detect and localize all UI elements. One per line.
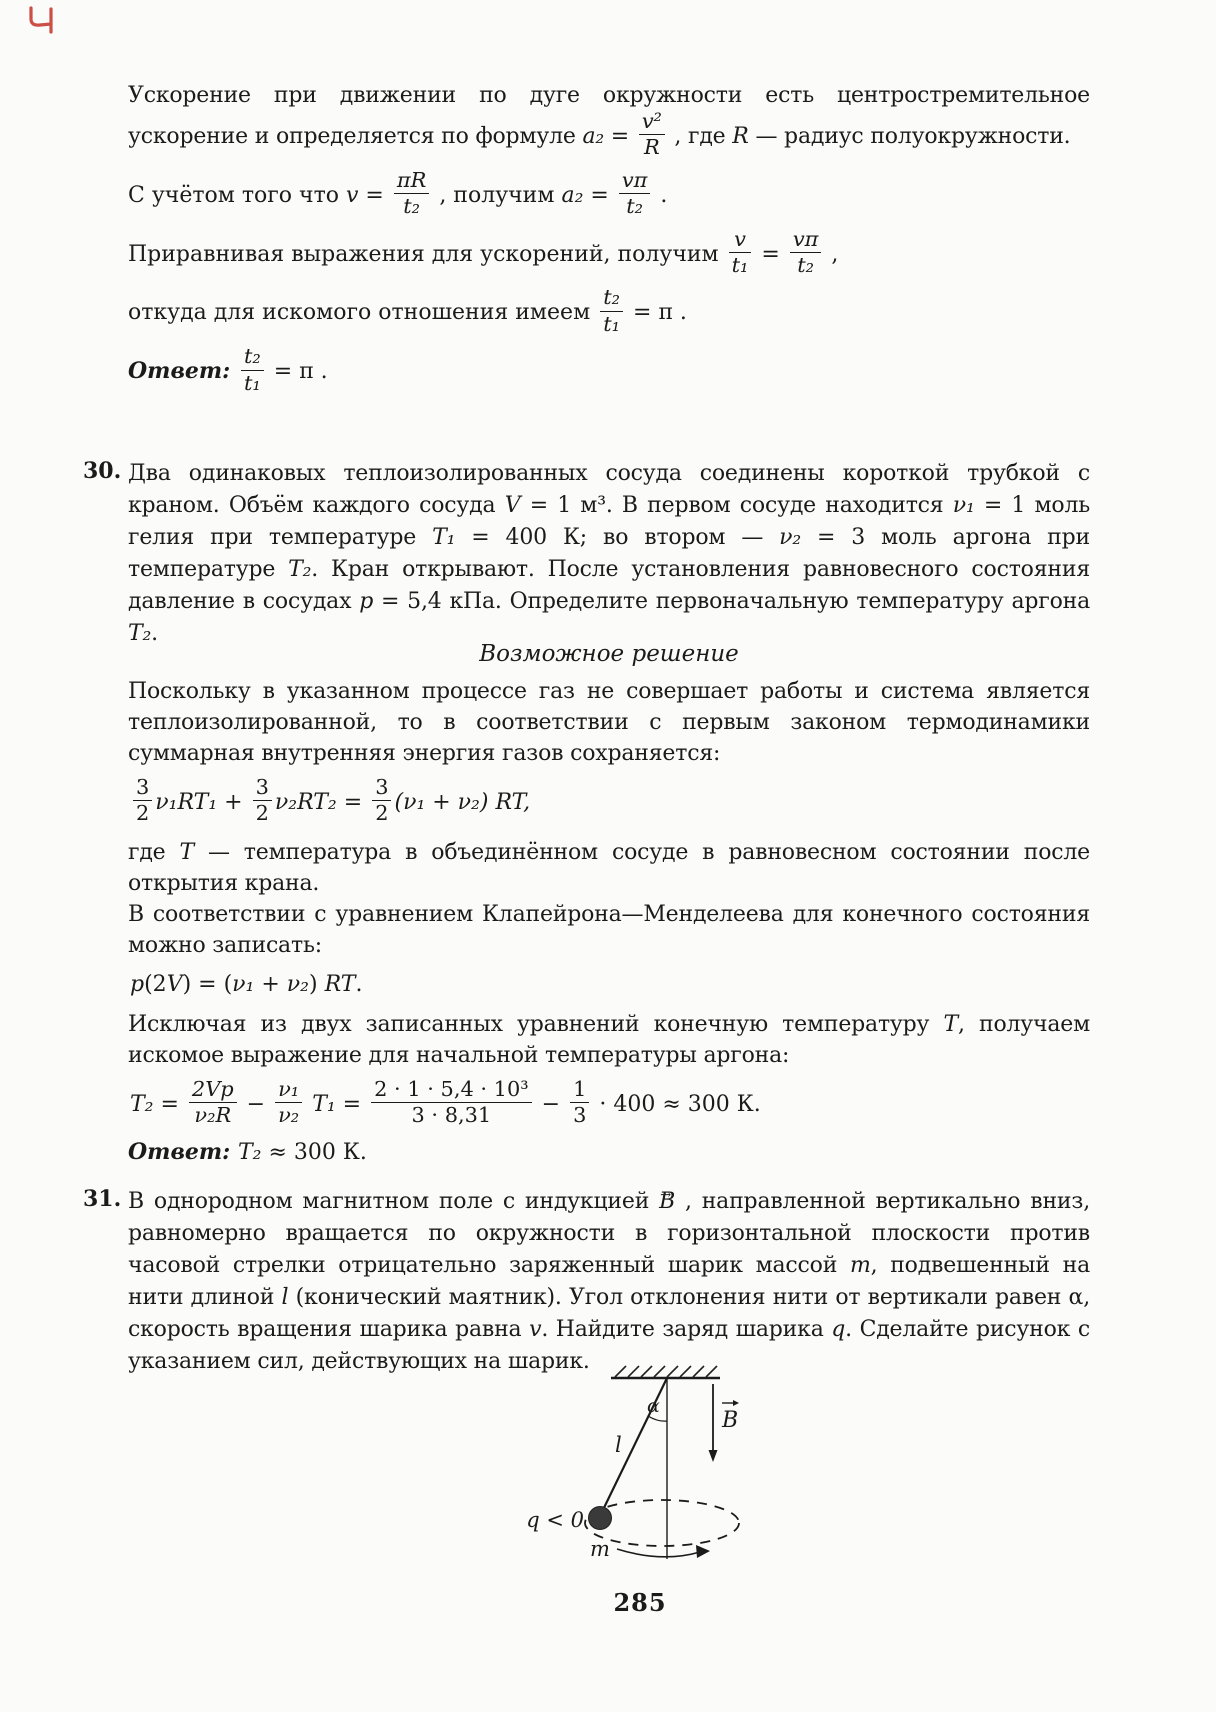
alpha-label: α bbox=[647, 1395, 660, 1417]
problem-30 bbox=[83, 458, 1090, 650]
page-number: 285 bbox=[613, 1588, 667, 1617]
b-label: B bbox=[722, 1408, 739, 1433]
problem-text: В однородном магнитном поле с индукцией B → , направленной вертикально вниз, равномерно вращается по окружности в горизонтальной плоскости против часовой стрелки отрицательно заряженный шарик массой m, подвешенный на нити длиной l (конический маятник). Угол отклонения нити от вертикали равен α, скорость вращения шарика равна v. Найдите заряд шарика q. Сделайте рисунок с указанием сил, действующих на шарик. bbox=[128, 1186, 1090, 1378]
problem-number: 30. bbox=[83, 458, 122, 484]
charged-ball bbox=[589, 1507, 612, 1530]
solution-paragraph: где T — температура в объединённом сосуде в равновесном состоянии после открытия крана. bbox=[128, 839, 1090, 896]
charge-label: q < 0 bbox=[526, 1508, 584, 1532]
ceiling-hatching bbox=[615, 1366, 717, 1377]
solution-line: С учётом того что v = $\frac{\pi R}{\text{t₂}}$ , получим a₂ = $\frac{v\pi}{\text{t₂}}$ . bbox=[128, 167, 668, 219]
solution-30-block bbox=[128, 676, 1090, 1165]
conical-pendulum-figure bbox=[488, 1360, 780, 1574]
problem-text: Два одинаковых теплоизолированных сосуда соединены короткой трубкой с краном. Объём каждого сосуда V = 1 м³. В первом сосуде находится ν₁ = 1 моль гелия при температуре T₁ = 400 К; во втором — ν₂ = 3 моль аргона при температуре T₂. Кран открывают. После установления равновесного состояния давление в сосудах p = 5,4 кПа. Определите первоначальную температуру аргона T₂. bbox=[128, 461, 1090, 646]
rotation-arrowhead bbox=[696, 1545, 710, 1558]
rotation-arrow bbox=[617, 1549, 700, 1557]
problem-31 bbox=[83, 1186, 1090, 1378]
solution-paragraph: Исключая из двух записанных уравнений конечную температуру T, получаем искомое выражение для начальной температуры аргона: bbox=[128, 1011, 1090, 1068]
mass-label: m bbox=[590, 1537, 610, 1561]
solution-heading: Возможное решение bbox=[479, 641, 739, 667]
length-label: l bbox=[615, 1433, 622, 1457]
solution-continued-block bbox=[128, 80, 1090, 406]
red-pen-stroke bbox=[31, 8, 51, 32]
formula-state-equation: p(2V) = (ν₁ + ν₂) RT. bbox=[130, 971, 363, 997]
b-field-arrowhead bbox=[709, 1450, 718, 1462]
solution-paragraph: Ускорение при движении по дуге окружности есть центростремительное ускорение и определяется по формуле a₂ = $\frac{\text{v²}}{R}$ , где R — радиус полуокружности. bbox=[128, 83, 1090, 160]
formula-energy-conservation: $\frac{3}{2}$ ν₁RT₁ + $\frac{3}{2}$ ν₂RT₂ = $\frac{3}{2}$ (ν₁ + ν₂) RT, bbox=[130, 778, 1090, 828]
answer-line: Ответ: $\frac{\text{t₂}}{\text{t₁}}$ = π . bbox=[128, 344, 328, 395]
problem-number: 31. bbox=[83, 1186, 122, 1212]
solution-paragraph: В соответствии с уравнением Клапейрона—Менделеева для конечного состояния можно записать: bbox=[128, 901, 1090, 958]
formula-t2-result: T₂ = $\frac{2Vp}{\text{ν₂R}}$ − $\frac{\text{ν₁}}{\text{ν₂}}$ T₁ = $\frac{\text{2 · 1 · 5,4 · 10³}}{3 \cdot 8,31}$ − $\frac{1}{3}$ · 400 ≈ 300 К. bbox=[130, 1076, 761, 1128]
handwritten-mark bbox=[22, 2, 66, 38]
solution-line: Приравнивая выражения для ускорений, получим $\frac{v}{\text{t₁}}$ = $\frac{v\pi}{\text{t₂}}$ , bbox=[128, 226, 839, 278]
answer-line: Ответ: T₂ ≈ 300 К. bbox=[128, 1138, 367, 1165]
b-label-vector-arrow bbox=[722, 1400, 739, 1406]
solution-line: откуда для искомого отношения имеем $\frac{\text{t₂}}{\text{t₁}}$ = π . bbox=[128, 285, 687, 336]
solution-paragraph: Поскольку в указанном процессе газ не совершает работы и система является теплоизолированной, то в соответствии с первым законом термодинамики суммарная внутренняя энергия газов сохраняется: bbox=[128, 679, 1090, 766]
